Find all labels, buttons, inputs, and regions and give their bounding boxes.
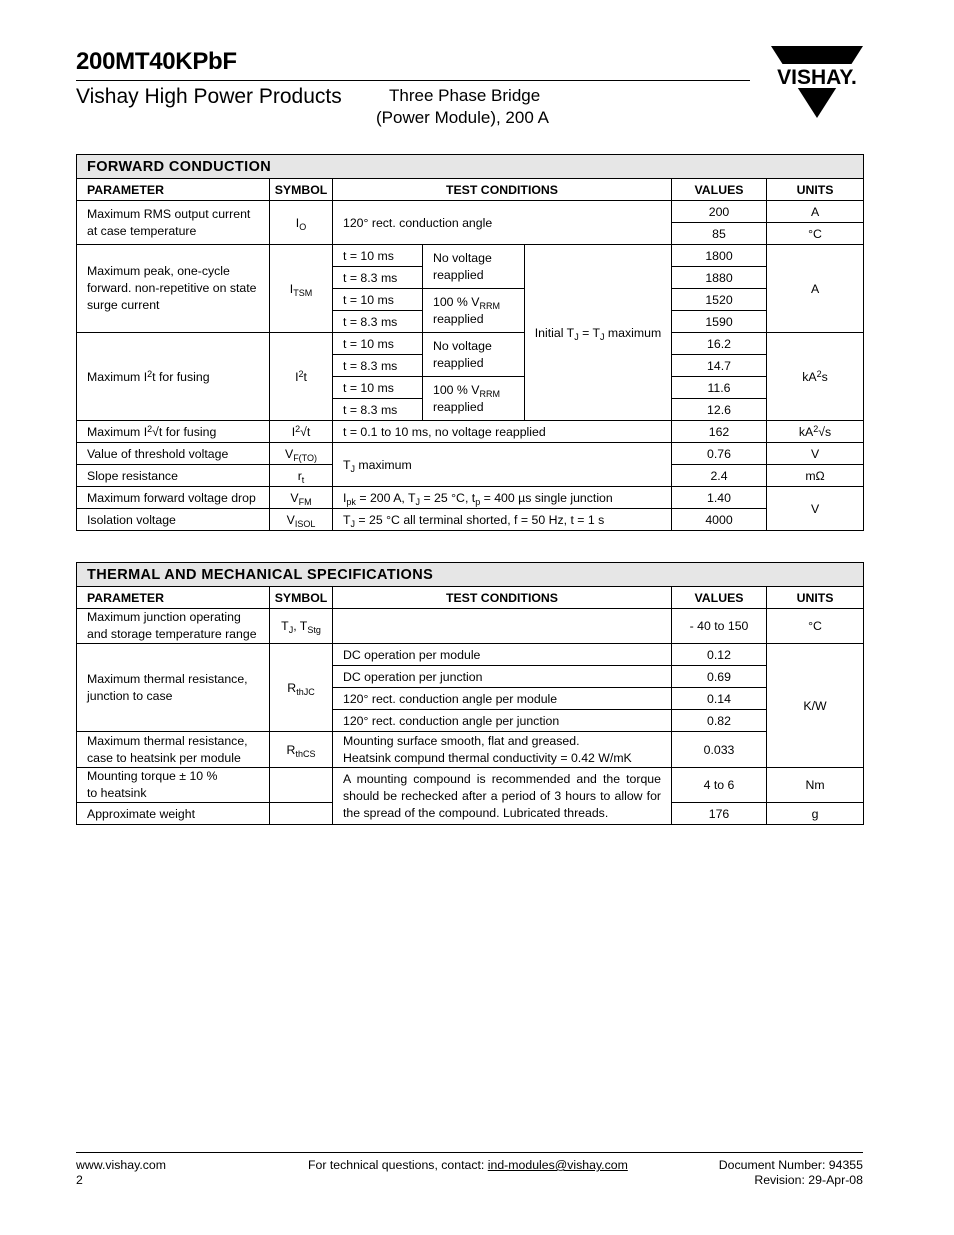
unit-threshold: V (767, 443, 864, 465)
value-junction-temp: - 40 to 150 (672, 609, 767, 644)
product-title-line2: (Power Module), 200 A (376, 108, 549, 127)
col-symbol: SYMBOL (270, 179, 333, 201)
value-threshold: 0.76 (672, 443, 767, 465)
value-i2t: 14.7 (672, 355, 767, 377)
revision-date: Revision: 29-Apr-08 (754, 1173, 863, 1187)
footer-left (76, 1158, 166, 1188)
cond-rthjc: 120° rect. conduction angle per module (333, 688, 672, 710)
col-values: VALUES (672, 179, 767, 201)
product-title (376, 85, 549, 129)
cond-fwd-drop: $I_{pk} = 200$ A, $T_J = 25$ °C, $t_p = 400$ µs single junction (333, 487, 672, 509)
value-rthjc: 0.12 (672, 644, 767, 666)
value-i2t: 11.6 (672, 377, 767, 399)
value-itsm: 1520 (672, 289, 767, 311)
param-peak-surge: Maximum peak, one-cycle forward. non-repetitive on state surge current (77, 245, 270, 333)
param-i2t: Maximum $I^2t$ for fusing (77, 333, 270, 421)
cond-rms: 120° rect. conduction angle (333, 201, 672, 245)
cond-junction-empty (333, 609, 672, 644)
param-i2rt: Maximum $I^2√t$ for fusing (77, 421, 270, 443)
param-junction-temp: Maximum junction operating and storage temperature range (77, 609, 270, 644)
part-number: 200MT40KPbF (76, 48, 237, 75)
param-rms-current: Maximum RMS output current at case temperature (77, 201, 270, 245)
unit-rms-2: °C (767, 223, 864, 245)
page-number: 2 (76, 1173, 83, 1187)
param-threshold: Value of threshold voltage (77, 443, 270, 465)
col-symbol: SYMBOL (270, 587, 333, 609)
cond-time: t = 8.3 ms (333, 355, 423, 377)
unit-torque: Nm (767, 768, 864, 803)
param-weight: Approximate weight (77, 803, 270, 825)
symbol-tj-tstg: $T_J$, $T_{Stg}$ (270, 609, 333, 644)
unit-itsm: A (767, 245, 864, 333)
value-rms-1: 200 (672, 201, 767, 223)
symbol-vfto: $V_{F(TO)}$ (270, 443, 333, 465)
cond-i2rt: t = 0.1 to 10 ms, no voltage reapplied (333, 421, 672, 443)
value-rms-2: 85 (672, 223, 767, 245)
col-parameter: PARAMETER (77, 587, 270, 609)
product-title-line1: Three Phase Bridge (389, 86, 541, 105)
symbol-weight-empty (270, 803, 333, 825)
symbol-i2t: $I^2t$ (270, 333, 333, 421)
param-torque: Mounting torque ± 10 % to heatsink (77, 768, 270, 803)
footer-website[interactable]: www.vishay.com (76, 1158, 166, 1172)
unit-slope: mΩ (767, 465, 864, 487)
value-rthjc: 0.69 (672, 666, 767, 688)
cond-vrrm-reapplied: 100 % $V_{RRM}$ reapplied (423, 289, 525, 333)
cond-rthjc: DC operation per junction (333, 666, 672, 688)
cond-time: t = 10 ms (333, 333, 423, 355)
value-weight: 176 (672, 803, 767, 825)
cond-initial-tj: Initial $T_J = T_J$ maximum (525, 245, 672, 421)
unit-fwd-drop: V (767, 487, 864, 531)
forward-conduction-table (76, 154, 864, 531)
value-rthjc: 0.14 (672, 688, 767, 710)
footer-rule (76, 1152, 863, 1153)
value-fwd-drop: 1.40 (672, 487, 767, 509)
unit-rms-1: A (767, 201, 864, 223)
cond-rthjc: DC operation per module (333, 644, 672, 666)
unit-i2rt: $kA^2√s$ (767, 421, 864, 443)
section-title: THERMAL AND MECHANICAL SPECIFICATIONS (77, 563, 864, 587)
cond-time: t = 8.3 ms (333, 311, 423, 333)
param-isolation: Isolation voltage (77, 509, 270, 531)
vishay-logo (768, 44, 866, 120)
document-number: Document Number: 94355 (718, 1158, 863, 1172)
value-i2rt: 162 (672, 421, 767, 443)
unit-junction-temp: °C (767, 609, 864, 644)
symbol-itsm: $I_{TSM}$ (270, 245, 333, 333)
value-itsm: 1590 (672, 311, 767, 333)
cond-no-voltage: No voltage reapplied (423, 245, 525, 289)
cond-torque: A mounting compound is recommended and the torque should be rechecked after a period of 3 hours to allow for the spread of the compound. Lubricated threads. (333, 768, 672, 825)
value-slope: 2.4 (672, 465, 767, 487)
col-values: VALUES (672, 587, 767, 609)
unit-i2t: $kA^2s$ (767, 333, 864, 421)
cond-rthjc: 120° rect. conduction angle per junction (333, 710, 672, 732)
value-torque: 4 to 6 (672, 768, 767, 803)
unit-weight: g (767, 803, 864, 825)
logo-text: VISHAY. (777, 66, 857, 89)
cond-time: t = 8.3 ms (333, 267, 423, 289)
symbol-rthcs: $R_{thCS}$ (270, 732, 333, 768)
header-rule (76, 80, 750, 81)
param-rthjc: Maximum thermal resistance, junction to case (77, 644, 270, 732)
symbol-i2rt: $I^2√t$ (270, 421, 333, 443)
division-name: Vishay High Power Products (76, 85, 342, 108)
thermal-mechanical-table (76, 562, 864, 825)
cond-time: t = 10 ms (333, 377, 423, 399)
value-i2t: 12.6 (672, 399, 767, 421)
param-rthcs: Maximum thermal resistance, case to heatsink per module (77, 732, 270, 768)
col-test-conditions: TEST CONDITIONS (333, 587, 672, 609)
footer-contact (308, 1158, 628, 1173)
symbol-rt: $r_t$ (270, 465, 333, 487)
col-test-conditions: TEST CONDITIONS (333, 179, 672, 201)
symbol-vfm: $V_{FM}$ (270, 487, 333, 509)
cond-time: t = 8.3 ms (333, 399, 423, 421)
contact-prefix: For technical questions, contact: (308, 1158, 488, 1172)
symbol-rthjc: $R_{thJC}$ (270, 644, 333, 732)
value-i2t: 16.2 (672, 333, 767, 355)
symbol-visol: $V_{ISOL}$ (270, 509, 333, 531)
value-itsm: 1880 (672, 267, 767, 289)
symbol-torque-empty (270, 768, 333, 803)
cond-vrrm-reapplied: 100 % $V_{RRM}$ reapplied (423, 377, 525, 421)
value-isolation: 4000 (672, 509, 767, 531)
cond-time: t = 10 ms (333, 245, 423, 267)
col-units: UNITS (767, 179, 864, 201)
value-itsm: 1800 (672, 245, 767, 267)
param-fwd-drop: Maximum forward voltage drop (77, 487, 270, 509)
cond-time: t = 10 ms (333, 289, 423, 311)
cond-tj-max: $T_J$ maximum (333, 443, 672, 487)
symbol-io: $I_O$ (270, 201, 333, 245)
cond-no-voltage: No voltage reapplied (423, 333, 525, 377)
cond-rthcs: Mounting surface smooth, flat and greased. Heatsink compund thermal conductivity = 0.42 W/mK (333, 732, 672, 768)
col-units: UNITS (767, 587, 864, 609)
contact-email-link[interactable]: ind-modules@vishay.com (487, 1158, 628, 1172)
param-slope: Slope resistance (77, 465, 270, 487)
col-parameter: PARAMETER (77, 179, 270, 201)
value-rthjc: 0.82 (672, 710, 767, 732)
value-rthcs: 0.033 (672, 732, 767, 768)
unit-thermal-resistance: K/W (767, 644, 864, 768)
footer-right (650, 1158, 863, 1188)
cond-isolation: $T_J = 25$ °C all terminal shorted, f = 50 Hz, t = 1 s (333, 509, 672, 531)
section-title: FORWARD CONDUCTION (77, 155, 864, 179)
